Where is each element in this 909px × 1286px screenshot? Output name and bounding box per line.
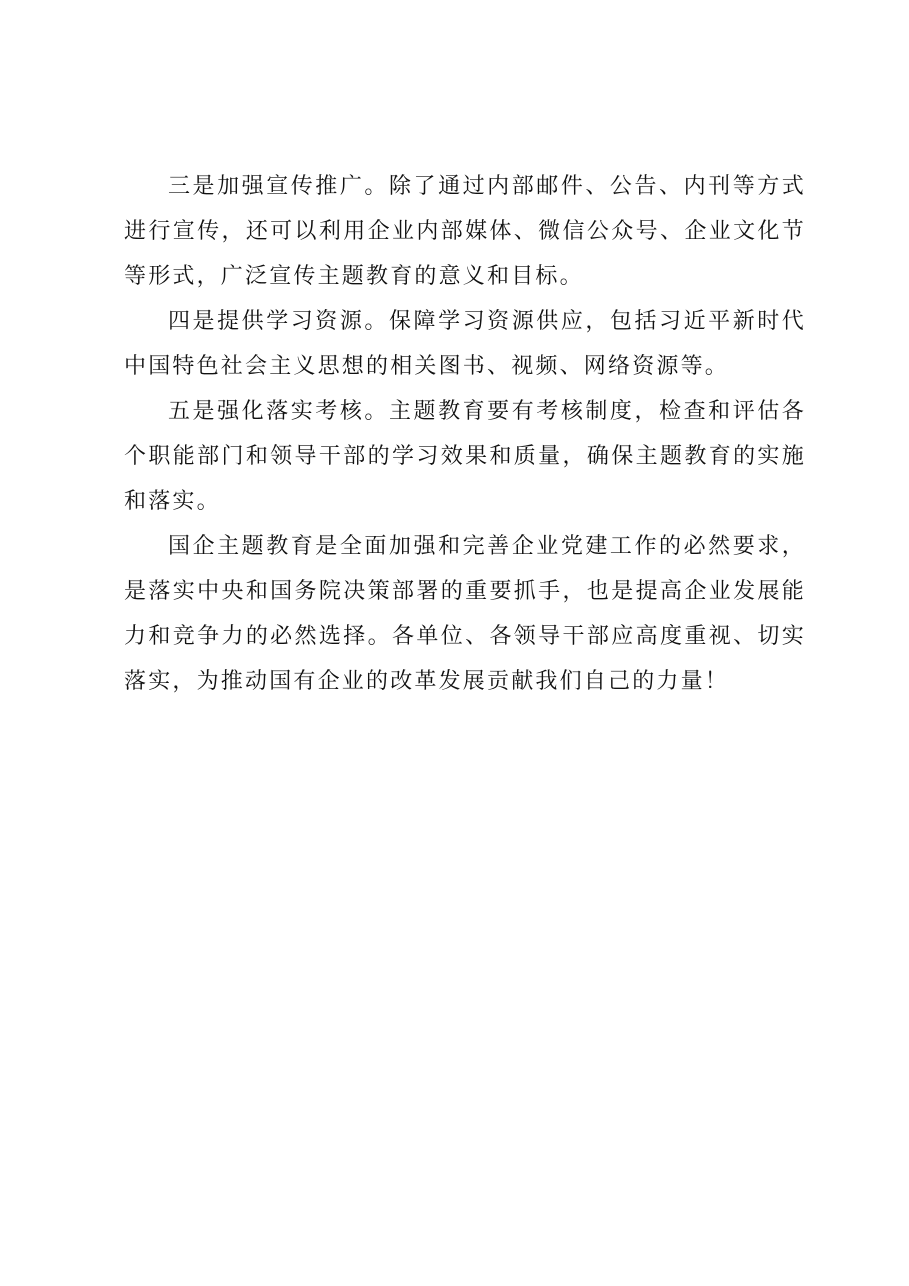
paragraph-publicity: 三是加强宣传推广。除了通过内部邮件、公告、内刊等方式进行宣传，还可以利用企业内部媒体、微信公众号、企业文化节等形式，广泛宣传主题教育的意义和目标。	[124, 174, 806, 289]
paragraph-learning-resources: 四是提供学习资源。保障学习资源供应，包括习近平新时代中国特色社会主义思想的相关图书、视频、网络资源等。	[124, 309, 806, 379]
paragraph-assessment: 五是强化落实考核。主题教育要有考核制度，检查和评估各个职能部门和领导干部的学习效果和质量，确保主题教育的实施和落实。	[124, 399, 806, 514]
paragraph-conclusion: 国企主题教育是全面加强和完善企业党建工作的必然要求，是落实中央和国务院决策部署的重要抓手，也是提高企业发展能力和竞争力的必然选择。各单位、各领导干部应高度重视、切实落实，为推动国有企业的改革发展贡献我们自己的力量！	[124, 534, 806, 694]
document-body	[124, 164, 806, 704]
